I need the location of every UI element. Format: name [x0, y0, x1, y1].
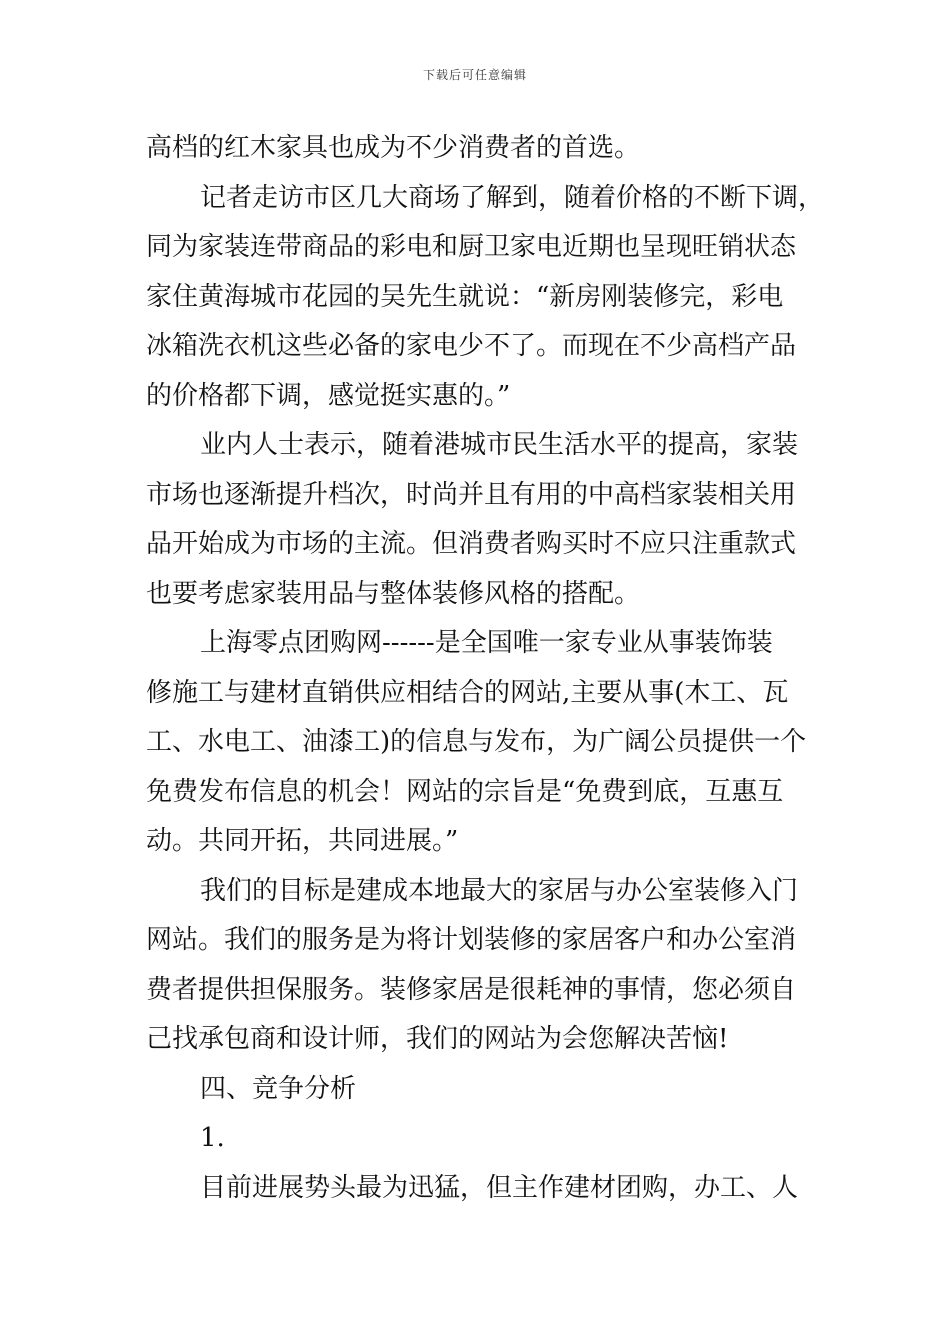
paragraph-first-line: 记者走访市区几大商场了解到，随着价格的不断下调， — [200, 182, 825, 213]
page-header-note: 下载后可任意编辑 — [422, 68, 527, 82]
text-line: 家住黄海城市花园的吴先生就说：“新房刚装修完，彩电 — [146, 281, 784, 312]
paragraph-first-line: 我们的目标是建成本地最大的家居与办公室装修入门 — [200, 875, 799, 906]
text-line: 动。共同开拓，共同进展。” — [146, 826, 459, 856]
text-line: 市场也逐渐提升档次，时尚并且有用的中高档家装相关用 — [146, 479, 797, 510]
text-line: 网站。我们的服务是为将计划装修的家居客户和办公室消 — [146, 925, 797, 955]
text-line: 费者提供担保服务。装修家居是很耗神的事情，您必须自 — [146, 974, 797, 1005]
text-line: 冰箱洗衣机这些必备的家电少不了。而现在不少高档产品 — [146, 331, 797, 361]
document-body — [146, 124, 825, 1213]
list-number: 1. — [200, 1123, 225, 1153]
paragraph-first-line: 上海零点团购网------是全国唯一家专业从事装饰装 — [200, 628, 773, 658]
text-line: 同为家装连带商品的彩电和厨卫家电近期也呈现旺销状态 — [146, 232, 797, 262]
text-line: 修施工与建材直销供应相结合的网站,主要从事(木工、瓦 — [146, 677, 789, 708]
paragraph-first-line: 业内人士表示，随着港城市民生活水平的提高，家装 — [200, 430, 799, 460]
text-line: 也要考虑家装用品与整体装修风格的搭配。 — [146, 578, 641, 609]
text-line: 己找承包商和设计师，我们的网站为会您解决苦恼! — [146, 1024, 729, 1054]
text-line: 工、水电工、油漆工)的信息与发布，为广阔公员提供一个 — [146, 727, 807, 757]
text-line: 的价格都下调，感觉挺实惠的。” — [146, 380, 511, 411]
section-heading: 四、竞争分析 — [200, 1073, 357, 1104]
text-line: 高档的红木家具也成为不少消费者的首选。 — [146, 133, 641, 163]
text-line: 品开始成为市场的主流。但消费者购买时不应只注重款式 — [146, 529, 797, 559]
text-line: 免费发布信息的机会！网站的宗旨是“免费到底，互惠互 — [146, 776, 784, 807]
paragraph-first-line: 目前进展势头最为迅猛，但主作建材团购，办工、人 — [200, 1172, 799, 1203]
